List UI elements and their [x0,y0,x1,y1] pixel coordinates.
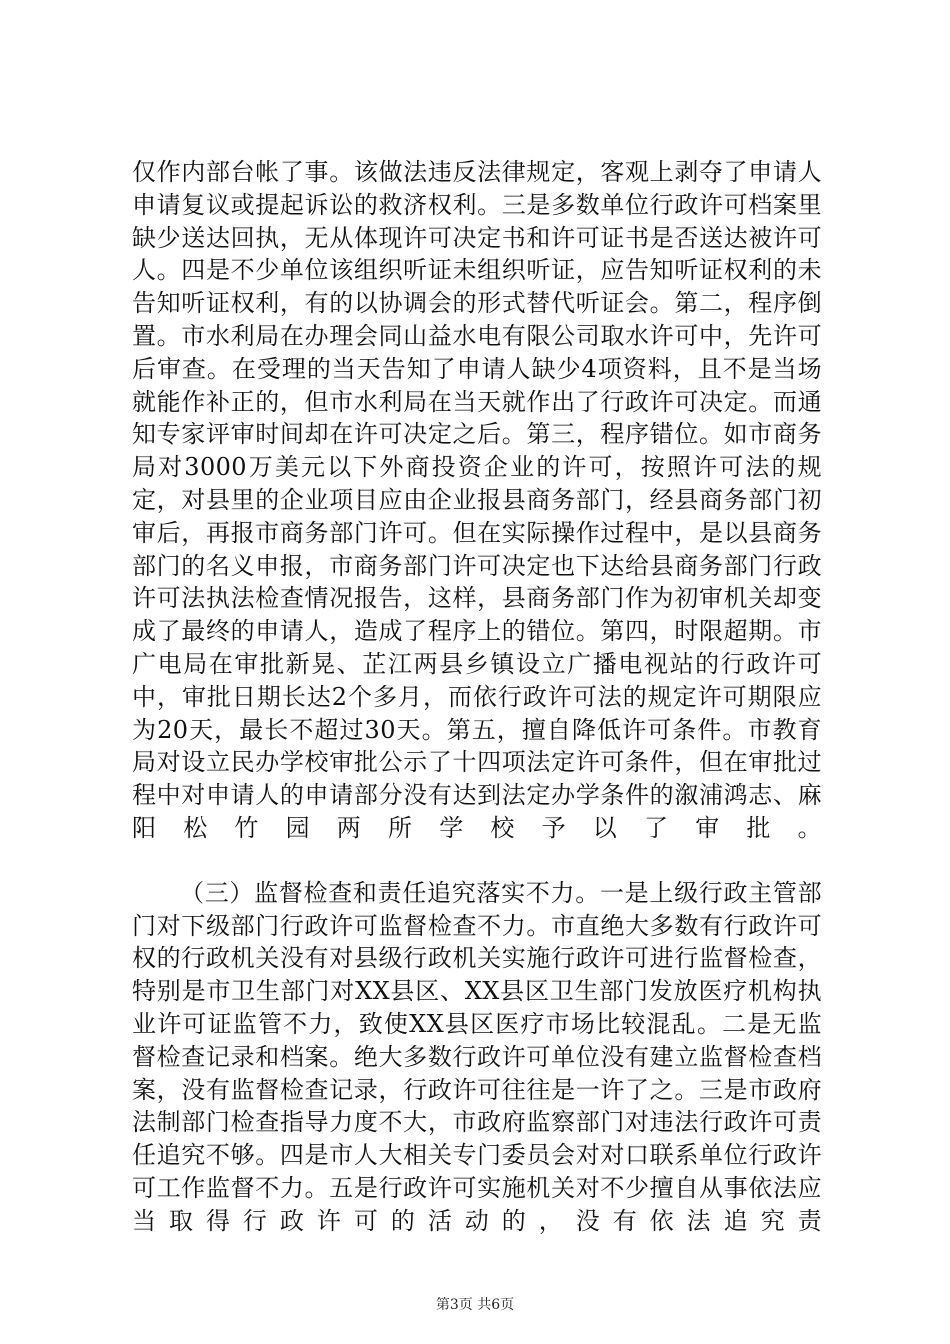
document-body [132,156,822,1238]
paragraph-1: 仅作内部台帐了事。该做法违反法律规定，客观上剥夺了申请人申请复议或提起诉讼的救济权利。三是多数单位行政许可档案里缺少送达回执，无从体现许可决定书和许可证书是否送达被许可人。四是不少单位该组织听证未组织听证，应告知听证权利的未告知听证权利，有的以协调会的形式替代听证会。第二，程序倒置。市水利局在办理会同山益水电有限公司取水许可中，先许可后审查。在受理的当天告知了申请人缺少4项资料，且不是当场就能作补正的，但市水利局在当天就作出了行政许可决定。而通知专家评审时间却在许可决定之后。第三，程序错位。如市商务局对3000万美元以下外商投资企业的许可，按照许可法的规定，对县里的企业项目应由企业报县商务部门，经县商务部门初审后，再报市商务部门许可。但在实际操作过程中，是以县商务部门的名义申报，市商务部门许可决定也下达给县商务部门行政许可法执法检查情况报告，这样，县商务部门作为初审机关却变成了最终的申请人，造成了程序上的错位。第四，时限超期。市广电局在审批新晃、芷江两县乡镇设立广播电视站的行政许可中，审批日期长达2个多月，而依行政许可法的规定许可期限应为20天，最长不超过30天。第五，擅自降低许可条件。市教育局对设立民办学校审批公示了十四项法定许可条件，但在审批过程中对申请人的申请部分没有达到法定办学条件的溆浦鸿志、麻阳松竹园两所学校予以了审批。 [132,158,822,842]
page-footer: 第3页 共6页 [435,1297,515,1313]
paragraph-2: （三）监督检查和责任追究落实不力。一是上级行政主管部门对下级部门行政许可监督检查不力。市直绝大多数有行政许可权的行政机关没有对县级行政机关实施行政许可进行监督检查，特别是市卫生部门对XX县区、XX县区卫生部门发放医疗机构执业许可证监管不力，致使XX县区医疗市场比较混乱。二是无监督检查记录和档案。绝大多数行政许可单位没有建立监督检查档案，没有监督检查记录，行政许可往往是一许了之。三是市政府法制部门检查指导力度不大，市政府监察部门对违法行政许可责任追究不够。四是市人大相关专门委员会对对口联系单位行政许可工作监督不力。五是行政许可实施机关对不少擅自从事依法应当取得行政许可的活动的，没有依法追究责 [132,878,822,1235]
